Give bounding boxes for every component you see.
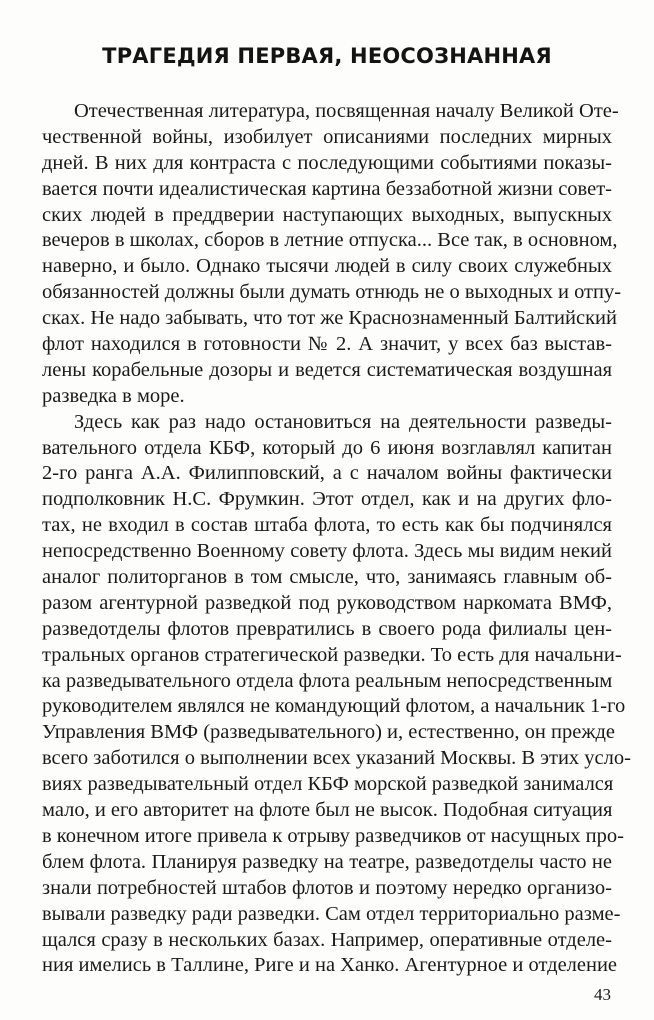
text-line: аналог политорганов в том смысле, что, занимаясь главным об- — [42, 566, 612, 589]
paragraph-2 — [42, 410, 631, 980]
text-line: сках. Не надо забывать, что тот же Краснознаменный Балтийский — [42, 307, 618, 330]
text-line: Управления ВМФ (разведывательного) и, естественно, он прежде — [42, 721, 616, 744]
text-line: вательного отдела КБФ, который до 6 июня возглавлял капитан — [42, 436, 612, 459]
text-line: обязанностей должны были думать отнюдь не о выходных и отпу- — [42, 281, 622, 304]
text-line: руководителем являлся не командующий флотом, а начальник 1-го — [42, 695, 626, 718]
text-line: флот находился в готовности № 2. А значит, у всех баз выстав- — [42, 333, 612, 356]
text-line: дней. В них для контраста с последующими событиями показы- — [42, 151, 612, 174]
text-line: Здесь как раз надо остановиться на деятельности разведы- — [74, 410, 612, 433]
text-line: в конечном итоге привела к отрыву разведчиков от насущных про- — [42, 824, 624, 847]
text-line: чественной войны, изобилует описаниями последних мирных — [42, 125, 612, 148]
text-line: ка разведывательного отдела флота реальным непосредственным — [42, 669, 613, 692]
text-line: блем флота. Планируя разведку на театре, разведотделы часто не — [42, 850, 612, 873]
text-line: вается почти идеалистическая картина беззаботной жизни совет- — [42, 177, 612, 200]
text-line: разведка в море. — [42, 384, 185, 407]
text-line: тах, не входил в состав штаба флота, то есть как бы подчинялся — [42, 514, 612, 537]
paragraph-1 — [42, 99, 622, 410]
text-line: знали потребностей штабов флотов и поэтому нередко организо- — [42, 876, 612, 899]
text-line: непосредственно Военному совету флота. Здесь мы видим некий — [42, 540, 612, 563]
text-line: 2-го ранга А.А. Филипповский, а с началом войны фактически — [42, 462, 612, 485]
text-line: ских людей в преддверии наступающих выходных, выпускных — [42, 203, 612, 226]
text-line: тральных органов стратегической разведки. То есть для начальни- — [42, 643, 622, 666]
text-line: щался сразу в нескольких базах. Например, оперативные отделе- — [42, 928, 612, 951]
text-line: вывали разведку ради разведки. Сам отдел территориально разме- — [42, 902, 621, 925]
text-line: мало, и его авторитет на флоте был не высок. Подобная ситуация — [42, 799, 613, 822]
text-line: подполковник Н.С. Фрумкин. Этот отдел, как и на других фло- — [42, 488, 612, 511]
page-number: 43 — [594, 985, 611, 1004]
text-line: разом агентурной разведкой под руководством наркомата ВМФ, — [42, 591, 612, 614]
text-line: лены корабельные дозоры и ведется систематическая воздушная — [42, 358, 612, 381]
text-line: вечеров в школах, сборов в летние отпуска... Все так, в основном, — [42, 229, 618, 252]
text-line: всего заботился о выполнении всех указаний Москвы. В этих усло- — [42, 747, 631, 770]
text-line: виях разведывательный отдел КБФ морской разведкой занимался — [42, 773, 614, 796]
body-text — [42, 99, 631, 979]
text-line: Отечественная литература, посвященная началу Великой Оте- — [74, 100, 619, 122]
text-line: наверно, и было. Однако тысячи людей в силу своих служебных — [42, 255, 612, 278]
chapter-title: ТРАГЕДИЯ ПЕРВАЯ, НЕОСОЗНАННАЯ — [102, 44, 552, 68]
text-line: разведотделы флотов превратились в своего рода филиалы цен- — [42, 617, 612, 640]
text-line: ния имелись в Таллине, Риге и на Ханко. Агентурное и отделение — [42, 954, 618, 977]
